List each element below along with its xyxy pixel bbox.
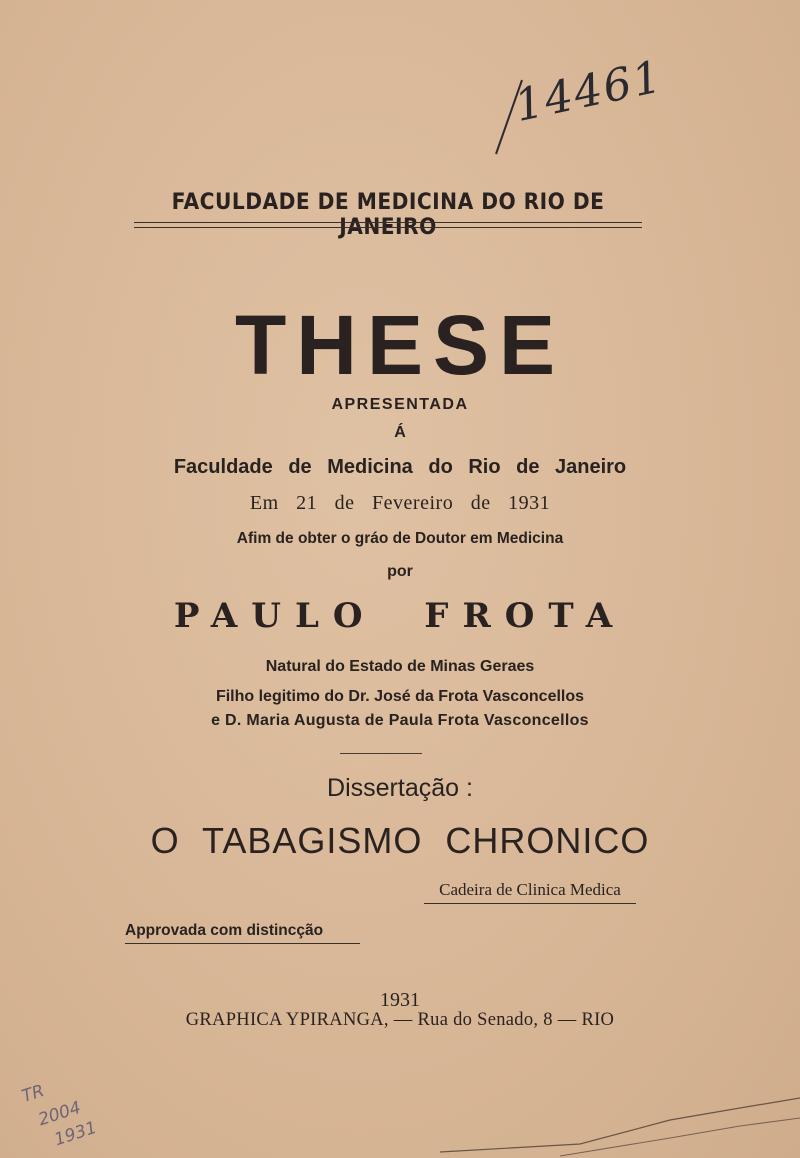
handwritten-number-text: 14461: [510, 50, 668, 133]
pencil-annotation: [18, 1080, 128, 1150]
father-line: Filho legitimo do Dr. José da Frota Vasconcellos: [215, 688, 585, 705]
handwritten-catalog-number: [492, 40, 668, 160]
paper-tear-mark: [440, 1090, 800, 1158]
presented-line: APRESENTADA: [331, 396, 469, 413]
chair-label: Cadeira de Clinica Medica: [424, 880, 636, 904]
mother-line: e D. Maria Augusta de Paula Frota Vasconcellos: [211, 712, 589, 729]
pencil-note-2: 2004: [35, 1097, 84, 1131]
pencil-note-3: 1931: [51, 1117, 100, 1151]
purpose-line: Afim de obter o gráo de Doutor em Medicina: [236, 530, 564, 547]
pencil-note-1: TR: [19, 1081, 47, 1107]
date-line: Em 21 de Fevereiro de 1931: [249, 492, 551, 514]
approval-note: Approvada com distincção: [125, 922, 360, 944]
publisher-line: GRAPHICA YPIRANGA, — Rua do Senado, 8 — RIO: [185, 1010, 615, 1030]
author-name: PAULO FROTA: [173, 596, 627, 636]
to-line: Á: [394, 424, 406, 441]
publication-year: 1931: [380, 989, 420, 1011]
dissertation-label: Dissertação :: [327, 774, 473, 802]
by-line: por: [387, 563, 413, 580]
origin-line: Natural do Estado de Minas Geraes: [265, 658, 535, 675]
dissertation-title: O TABAGISMO CHRONICO: [150, 820, 650, 861]
separator-rule: [340, 753, 422, 754]
institution-line: Faculdade de Medicina do Rio de Janeiro: [173, 456, 627, 478]
faculty-header: FACULDADE DE MEDICINA DO RIO DE JANEIRO: [171, 190, 605, 240]
document-title: THESE: [234, 298, 566, 392]
header-double-rule: [134, 222, 642, 228]
